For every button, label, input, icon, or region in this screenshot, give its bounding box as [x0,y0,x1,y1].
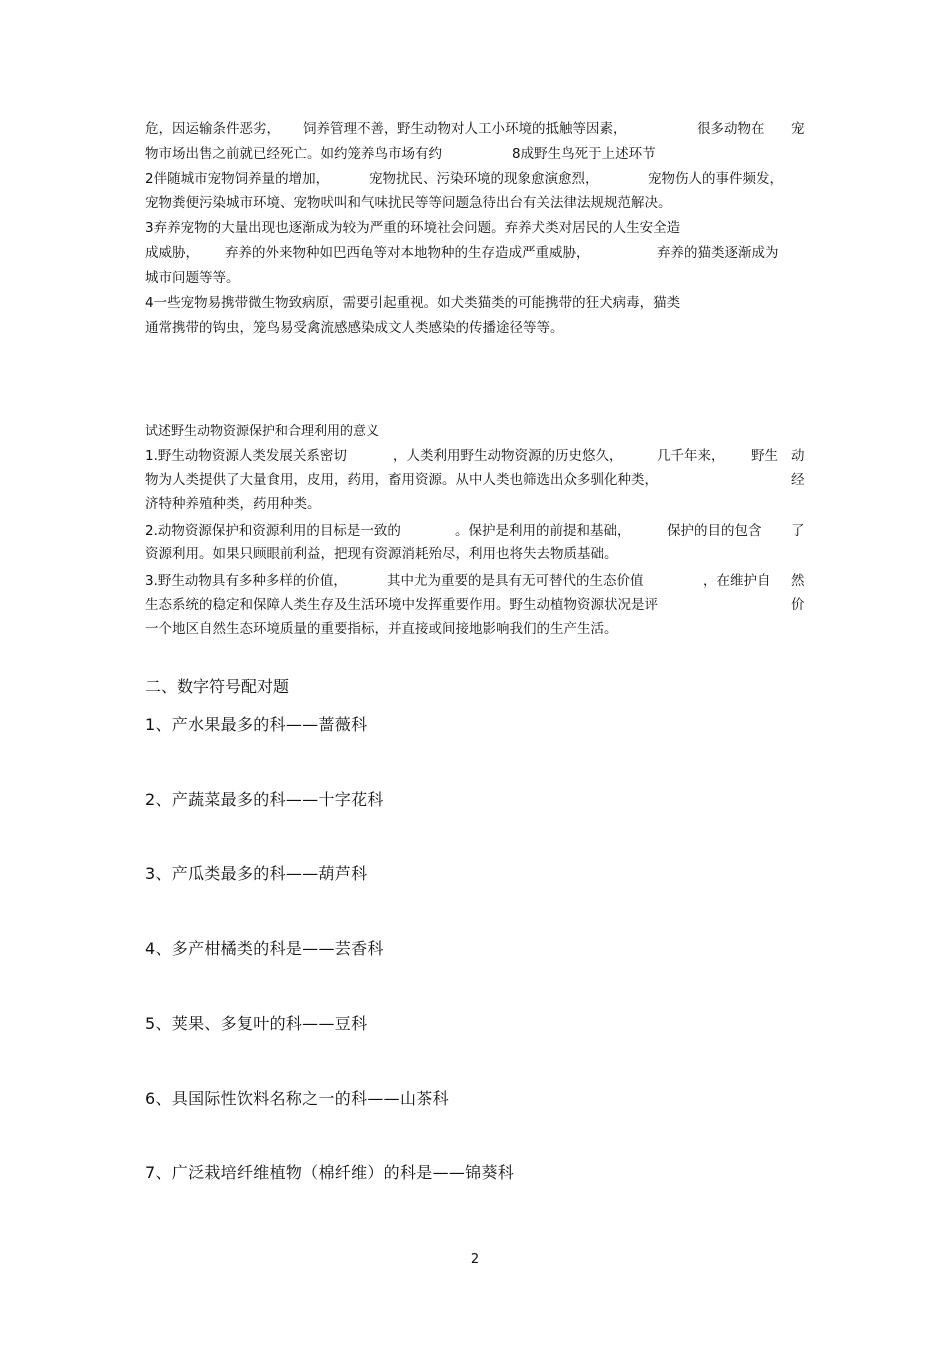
text-fragment: 野生 [751,448,778,464]
text-fragment: 2.动物资源保护和资源利用的目标是一致的 [145,523,401,539]
text-fragment: 2伴随城市宠物饲养量的增加， [145,171,330,187]
text-fragment: 弃养的外来物种如巴西龟等对本地物种的生存造成严重威胁， [225,245,590,261]
list-item: 7、广泛栽培纤维植物（棉纤维）的科是——锦葵科 [145,1163,515,1182]
text-fragment: 饲养管理不善， [303,121,398,137]
text-fragment: 3.野生动物具有多种多样的价值， [145,573,347,589]
text-fragment: 物为人类提供了大量食用，皮用，药用，畜用资源。从中人类也筛选出众多驯化种类， [145,472,658,488]
paragraph-line: 3弃养宠物的大量出现也逐渐成为较为严重的环境社会问题。弃养犬类对居民的人生安全造 [145,220,681,236]
text-fragment: 野生动物对人工小环境的抵触等因素， [397,121,627,137]
list-item: 3、产瓜类最多的科——葫芦科 [145,864,368,883]
text-fragment: 危，因运输条件恶劣， [145,121,280,137]
text-fragment: 动 [791,448,805,464]
text-fragment: 1.野生动物资源人类发展关系密切 [145,448,347,464]
question-heading: 试述野生动物资源保护和合理利用的意义 [145,424,380,439]
list-item: 5、荚果、多复叶的科——豆科 [145,1014,368,1033]
text-fragment: ，在维护自 [703,573,771,589]
text-fragment: 。保护是利用的前提和基础， [455,523,631,539]
text-fragment: 8成野生鸟死于上述环节 [512,146,656,162]
page-number: 2 [470,1252,480,1267]
text-fragment: 了 [791,523,805,539]
text-fragment: 宠 [791,121,805,137]
text-fragment: 弃养的猫类逐渐成为 [657,245,779,261]
paragraph-line: 资源利用。如果只顾眼前利益，把现有资源消耗殆尽，利用也将失去物质基础。 [145,546,618,562]
text-fragment: 很多动物在 [697,121,765,137]
text-fragment: 生态系统的稳定和保障人类生存及生活环境中发挥重要作用。野生动植物资源状况是评 [145,597,658,613]
text-fragment: 几千年来， [657,448,725,464]
text-fragment: 其中尤为重要的是具有无可替代的生态价值 [387,573,644,589]
text-fragment: 价 [791,597,805,613]
paragraph-line: 济特种养殖种类，药用种类。 [145,496,321,512]
paragraph-line: 4一些宠物易携带微生物致病原，需要引起重视。如犬类猫类的可能携带的狂犬病毒，猫类 [145,295,681,311]
text-fragment: 宠物伤人的事件频发， [648,171,783,187]
text-fragment: 保护的目的包含 [667,523,762,539]
paragraph-line: 城市问题等等。 [145,270,240,286]
text-fragment: 宠物扰民、污染环境的现象愈演愈烈， [369,171,599,187]
list-item: 6、具国际性饮料名称之一的科——山茶科 [145,1089,449,1108]
text-fragment: 经 [791,472,805,488]
text-fragment: 成威胁， [145,245,199,261]
paragraph-line: 一个地区自然生态环境质量的重要指标，并直接或间接地影响我们的生产生活。 [145,621,618,637]
paragraph-line: 通常携带的钩虫，笼鸟易受禽流感感染成文人类感染的传播途径等等。 [145,320,564,336]
paragraph-line: 宠物粪便污染城市环境、宠物吠叫和气味扰民等等问题急待出台有关法律法规规范解决。 [145,195,672,211]
section-title: 二、数字符号配对题 [145,677,290,696]
text-fragment: ，人类利用野生动物资源的历史悠久， [393,448,623,464]
text-fragment: 物市场出售之前就已经死亡。如约笼养鸟市场有约 [145,146,442,162]
text-fragment: 然 [791,573,805,589]
list-item: 1、产水果最多的科——蔷薇科 [145,715,368,734]
list-item: 4、多产柑橘类的科是——芸香科 [145,939,384,958]
list-item: 2、产蔬菜最多的科——十字花科 [145,790,384,809]
